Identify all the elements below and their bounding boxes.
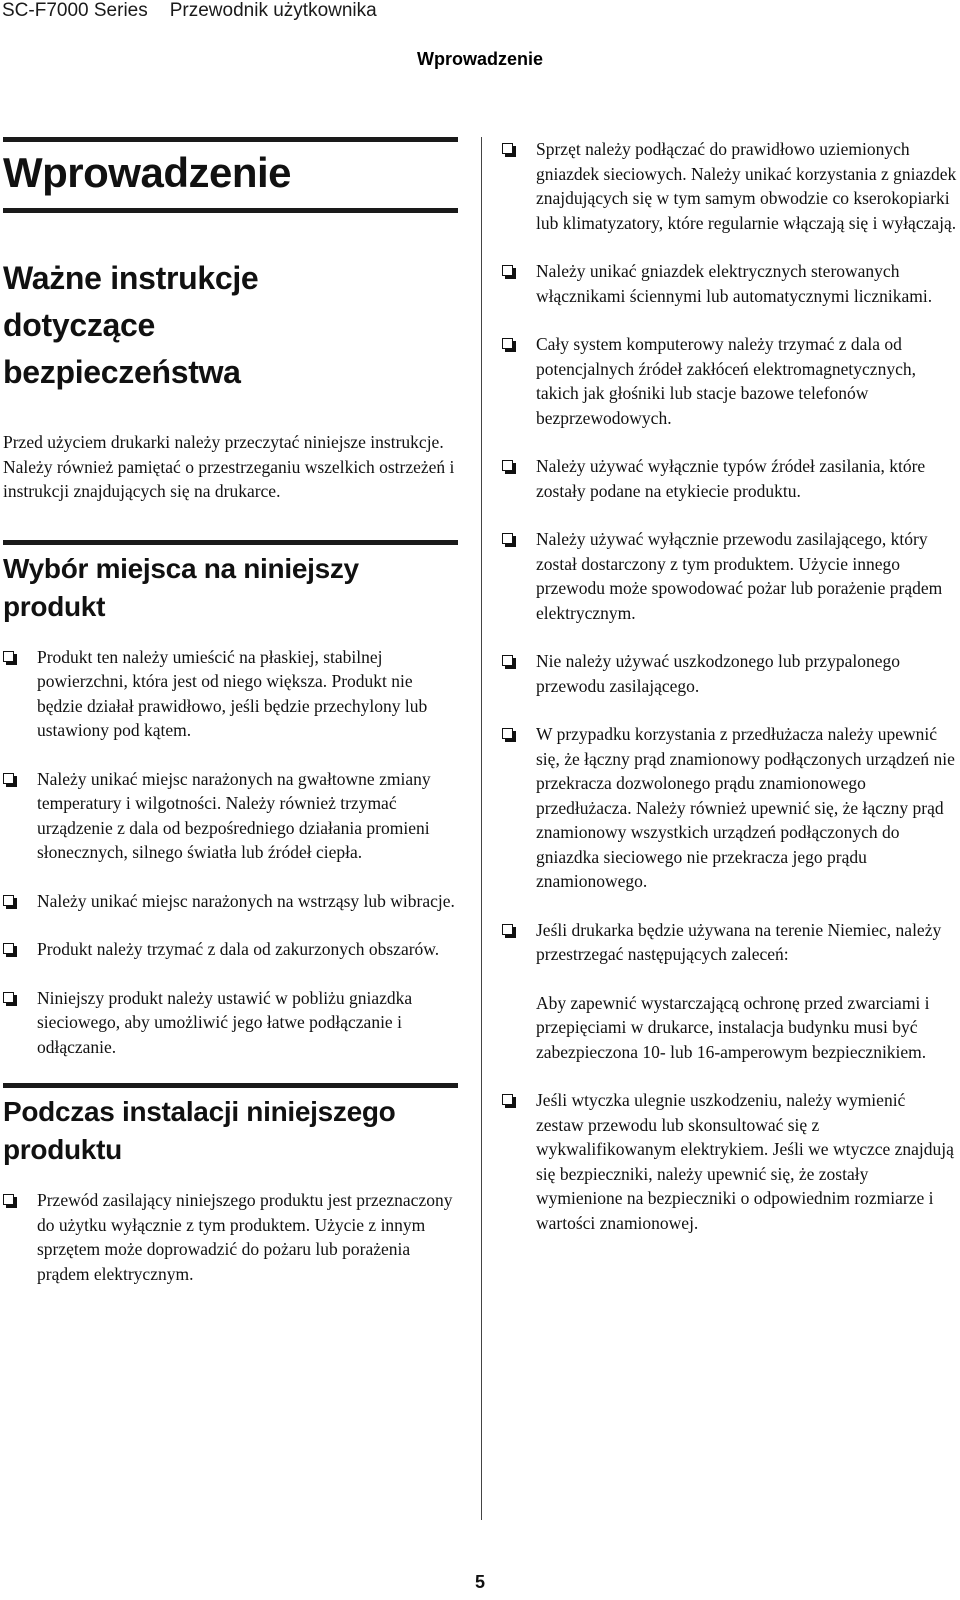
list-item: Należy używać wyłącznie typów źródeł zasilania, które zostały podane na etykiecie produktu.	[502, 454, 957, 503]
checkbox-bullet-icon	[3, 895, 14, 906]
list-item: Cały system komputerowy należy trzymać z dala od potencjalnych źródeł zakłóceń elektromagnetycznych, takich jak głośniki lub stacje bazowe telefonów bezprzewodowych.	[502, 332, 957, 430]
placement-list	[3, 645, 458, 1060]
intro-paragraph: Przed użyciem drukarki należy przeczytać niniejsze instrukcje. Należy również pamiętać o przestrzeganiu wszelkich ostrzeżeń i instrukcji znajdujących się na drukarce.	[3, 432, 455, 501]
section-rule	[3, 137, 458, 142]
install-list-continued	[502, 137, 957, 1235]
right-column	[502, 137, 957, 1259]
install-heading: Podczas instalacji niniejszego produktu	[3, 1096, 396, 1165]
checkbox-bullet-icon	[3, 773, 14, 784]
section-rule	[3, 540, 458, 545]
page-title: Wprowadzenie	[3, 149, 292, 196]
checkbox-bullet-icon	[3, 992, 14, 1003]
list-item: Niniejszy produkt należy ustawić w pobliżu gniazdka sieciowego, aby umożliwić jego łatwe podłączanie i odłączanie.	[3, 986, 458, 1060]
guide-name: Przewodnik użytkownika	[169, 0, 377, 21]
safety-heading-line: dotyczące	[3, 307, 156, 343]
page-number: 5	[474, 1572, 485, 1592]
checkbox-bullet-icon	[3, 1194, 14, 1205]
column-divider	[481, 137, 482, 1520]
checkbox-bullet-icon	[3, 943, 14, 954]
safety-heading-line: bezpieczeństwa	[3, 354, 241, 390]
list-item: Produkt należy trzymać z dala od zakurzonych obszarów.	[3, 937, 458, 962]
install-list	[3, 1188, 458, 1286]
list-item: Produkt ten należy umieścić na płaskiej, stabilnej powierzchni, która jest od niego większa. Produkt nie będzie działał prawidłowo, jeśli będzie przechylony lub ustawiony pod kątem.	[3, 645, 458, 743]
list-item: Jeśli drukarka będzie używana na terenie Niemiec, należy przestrzegać następujących zaleceń: Aby zapewnić wystarczającą ochronę przed zwarciami i przepięciami w drukarce, instalacja budynku musi być zabezpieczona 10- lub 16-amperowym bezpiecznikiem.	[502, 918, 957, 1065]
list-item: Należy unikać miejsc narażonych na wstrząsy lub wibracje.	[3, 889, 458, 914]
list-item: Należy używać wyłącznie przewodu zasilającego, który został dostarczony z tym produktem. Użycie innego przewodu może spowodować pożar lub porażenie prądem elektrycznym.	[502, 527, 957, 625]
checkbox-bullet-icon	[502, 924, 513, 935]
list-item: Jeśli wtyczka ulegnie uszkodzeniu, należy wymienić zestaw przewodu lub skonsultować się z wykwalifikowanym elektrykiem. Jeśli we wtyczce znajdują się bezpieczniki, należy upewnić się, że zostały wymienione na bezpieczniki o odpowiednim rozmiarze i wartości znamionowej.	[502, 1088, 957, 1235]
checkbox-bullet-icon	[502, 460, 513, 471]
checkbox-bullet-icon	[502, 1094, 513, 1105]
checkbox-bullet-icon	[502, 143, 513, 154]
checkbox-bullet-icon	[502, 533, 513, 544]
germany-note: Aby zapewnić wystarczającą ochronę przed zwarciami i przepięciami w drukarce, instalacja budynku musi być zabezpieczona 10- lub 16-amperowym bezpiecznikiem.	[536, 992, 930, 1062]
safety-heading-line: Ważne instrukcje	[3, 260, 259, 296]
list-item: Należy unikać gniazdek elektrycznych sterowanych włącznikami ściennymi lub automatycznymi licznikami.	[502, 259, 957, 308]
list-item: Sprzęt należy podłączać do prawidłowo uziemionych gniazdek sieciowych. Należy unikać korzystania z gniazdek znajdujących się w tym samym obwodzie co kserokopiarki lub klimatyzatory, które regularnie włączają się i wyłączają.	[502, 137, 957, 235]
chapter-header: Wprowadzenie	[416, 49, 543, 69]
running-header	[2, 0, 377, 22]
safety-heading	[3, 255, 458, 396]
left-column	[3, 137, 458, 1310]
checkbox-bullet-icon	[502, 655, 513, 666]
list-item: Przewód zasilający niniejszego produktu jest przeznaczony do użytku wyłącznie z tym produktem. Użycie z innym sprzętem może doprowadzić do pożaru lub porażenia prądem elektrycznym.	[3, 1188, 458, 1286]
list-item: W przypadku korzystania z przedłużacza należy upewnić się, że łączny prąd znamionowy podłączonych urządzeń nie przekracza dozwolonego prądu znamionowego przedłużacza. Należy również upewnić się, że łączny prąd znamionowy wszystkich urządzeń podłączonych do gniazdka sieciowego nie przekracza jego prądu znamionowego.	[502, 722, 957, 894]
checkbox-bullet-icon	[502, 265, 513, 276]
section-rule	[3, 1083, 458, 1088]
checkbox-bullet-icon	[502, 728, 513, 739]
placement-heading: Wybór miejsca na niniejszy produkt	[3, 552, 359, 622]
checkbox-bullet-icon	[502, 338, 513, 349]
product-name: SC-F7000 Series	[2, 0, 148, 21]
list-item: Nie należy używać uszkodzonego lub przypalonego przewodu zasilającego.	[502, 649, 957, 698]
section-rule	[3, 208, 458, 213]
list-item: Należy unikać miejsc narażonych na gwałtowne zmiany temperatury i wilgotności. Należy również trzymać urządzenie z dala od bezpośredniego działania promieni słonecznych, silnego światła lub źródeł ciepła.	[3, 767, 458, 865]
checkbox-bullet-icon	[3, 651, 14, 662]
